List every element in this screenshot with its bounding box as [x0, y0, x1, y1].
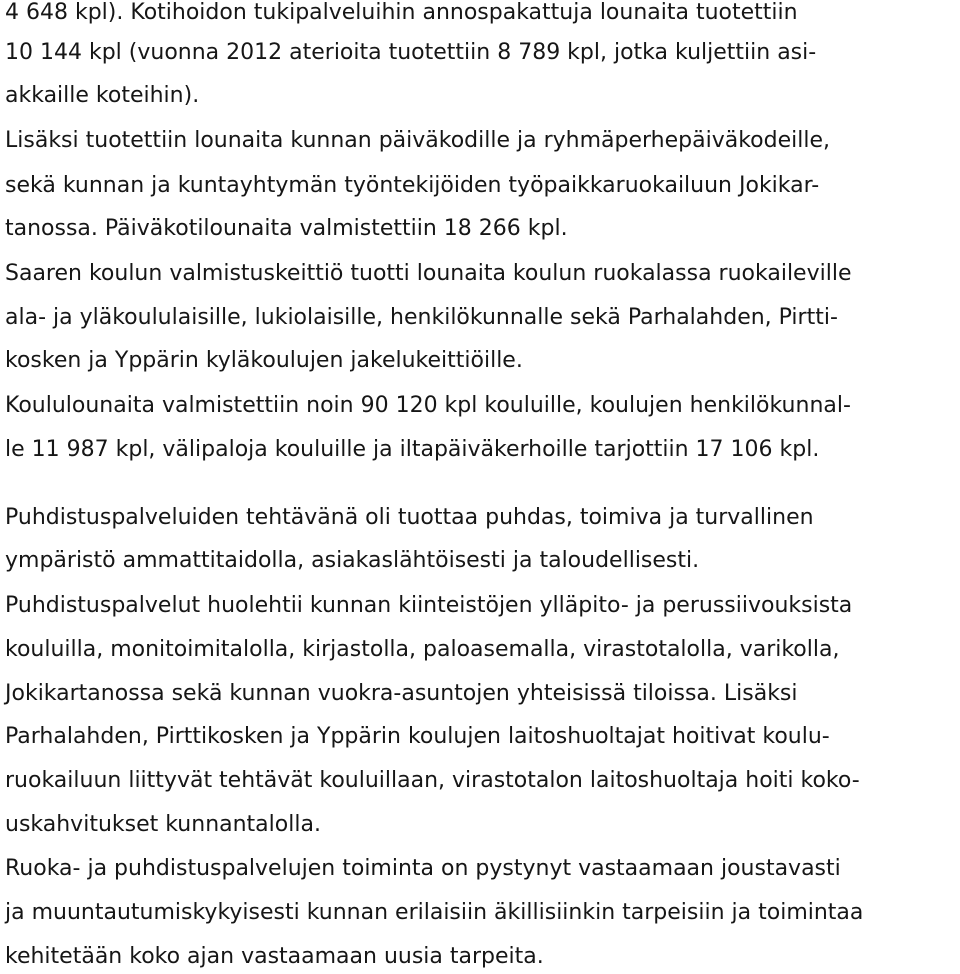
text-line: Puhdistuspalveluiden tehtävänä oli tuottaa puhdas, toimiva ja turvallinen: [5, 505, 814, 530]
text-line: Parhalahden, Pirttikosken ja Yppärin koulujen laitoshuoltajat hoitivat koulu-: [5, 724, 830, 749]
text-line: uskahvitukset kunnantalolla.: [5, 812, 321, 837]
text-line: ja muuntautumiskykyisesti kunnan erilaisiin äkillisiinkin tarpeisiin ja toimintaa: [5, 900, 864, 925]
text-line: Ruoka- ja puhdistuspalvelujen toiminta on pystynyt vastaamaan joustavasti: [5, 856, 841, 881]
text-line: Puhdistuspalvelut huolehtii kunnan kiinteistöjen ylläpito- ja perussiivouksista: [5, 593, 853, 618]
text-line: ala- ja yläkoululaisille, lukiolaisille, henkilökunnalle sekä Parhalahden, Pirtti-: [5, 305, 838, 330]
text-line: 10 144 kpl (vuonna 2012 aterioita tuotettiin 8 789 kpl, jotka kuljettiin asi-: [5, 40, 817, 65]
text-line: Saaren koulun valmistuskeittiö tuotti lounaita koulun ruokalassa ruokaileville: [5, 261, 852, 286]
text-line: le 11 987 kpl, välipaloja kouluille ja iltapäiväkerhoille tarjottiin 17 106 kpl.: [5, 437, 820, 462]
text-line: sekä kunnan ja kuntayhtymän työntekijöiden työpaikkaruokailuun Jokikar-: [5, 173, 820, 198]
text-line: kosken ja Yppärin kyläkoulujen jakelukeittiöille.: [5, 348, 523, 373]
text-line: kehitetään koko ajan vastaamaan uusia tarpeita.: [5, 944, 544, 969]
text-line: ympäristö ammattitaidolla, asiakaslähtöisesti ja taloudellisesti.: [5, 548, 700, 573]
text-line: Lisäksi tuotettiin lounaita kunnan päiväkodille ja ryhmäperhepäiväkodeille,: [5, 128, 830, 153]
text-line: Jokikartanossa sekä kunnan vuokra-asuntojen yhteisissä tiloissa. Lisäksi: [5, 681, 798, 706]
text-line: tanossa. Päiväkotilounaita valmistettiin 18 266 kpl.: [5, 216, 568, 241]
text-line: Koululounaita valmistettiin noin 90 120 kpl kouluille, koulujen henkilökunnal-: [5, 393, 851, 418]
text-line: 4 648 kpl). Kotihoidon tukipalveluihin annospakattuja lounaita tuotettiin: [5, 0, 798, 25]
text-line: akkaille koteihin).: [5, 83, 200, 108]
text-line: kouluilla, monitoimitalolla, kirjastolla, paloasemalla, virastotalolla, varikolla,: [5, 637, 840, 662]
text-line: ruokailuun liittyvät tehtävät kouluillaan, virastotalon laitoshuoltaja hoiti koko-: [5, 768, 860, 793]
